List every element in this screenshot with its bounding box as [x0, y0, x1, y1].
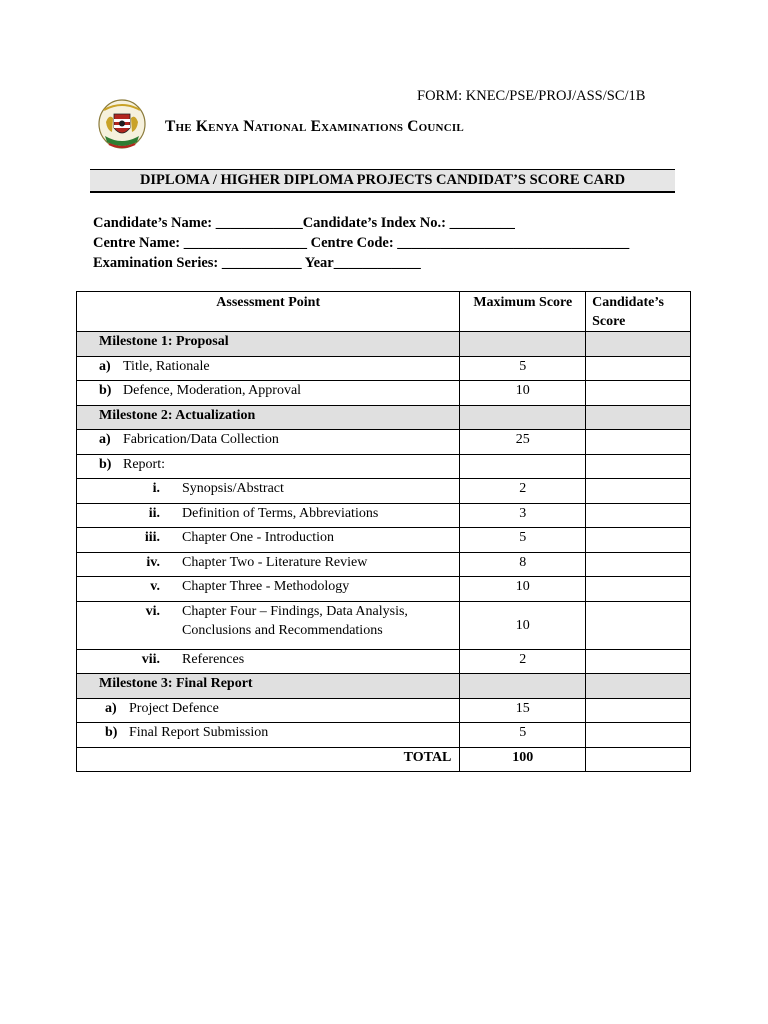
- table-row: [77, 698, 691, 723]
- row-marker: b): [99, 456, 112, 472]
- max-score: 10: [460, 381, 586, 406]
- row-marker: iv.: [146, 554, 160, 570]
- document-title: DIPLOMA / HIGHER DIPLOMA PROJECTS CANDIDAT’S SCORE CARD: [90, 169, 675, 193]
- council-name: The Kenya National Examinations Council: [165, 118, 464, 135]
- max-score: 5: [460, 723, 586, 748]
- row-label: Project Defence: [129, 700, 219, 716]
- exam-series-year-line[interactable]: Examination Series: ___________ Year____________: [93, 255, 421, 271]
- milestone-row: [77, 332, 691, 357]
- table-row: [77, 649, 691, 674]
- max-score: [460, 454, 586, 479]
- header-candidate-score: Candidate’s Score: [586, 292, 691, 332]
- candidate-score-cell[interactable]: [586, 601, 691, 649]
- table-row: [77, 528, 691, 553]
- candidate-score-cell[interactable]: [586, 430, 691, 455]
- max-score: 2: [460, 649, 586, 674]
- max-score: 10: [460, 577, 586, 602]
- max-score: 8: [460, 552, 586, 577]
- row-label: Final Report Submission: [129, 725, 269, 740]
- row-marker: a): [105, 700, 117, 716]
- table-row: [77, 454, 691, 479]
- milestone-max-cell: [460, 405, 586, 430]
- table-row: [77, 430, 691, 455]
- row-marker: a): [99, 358, 111, 374]
- milestone-label: Milestone 2: Actualization: [77, 405, 460, 430]
- milestone-max-cell: [460, 332, 586, 357]
- row-marker: a): [99, 432, 111, 447]
- row-label: Synopsis/Abstract: [182, 481, 284, 496]
- milestone-max-cell: [460, 674, 586, 699]
- milestone-label: Milestone 3: Final Report: [77, 674, 460, 699]
- row-label: Chapter One - Introduction: [182, 530, 335, 545]
- candidate-score-cell[interactable]: [586, 577, 691, 602]
- total-candidate-score-cell[interactable]: [586, 747, 691, 772]
- total-max-score: 100: [460, 747, 586, 772]
- table-row: [77, 503, 691, 528]
- candidate-score-cell[interactable]: [586, 649, 691, 674]
- max-score: 25: [460, 430, 586, 455]
- milestone-label: Milestone 1: Proposal: [77, 332, 460, 357]
- row-label: Chapter Two - Literature Review: [182, 554, 368, 570]
- row-label: References: [182, 651, 245, 667]
- candidate-score-cell[interactable]: [586, 454, 691, 479]
- header-assessment-point: Assessment Point: [77, 292, 460, 332]
- score-table: [76, 291, 691, 772]
- candidate-score-cell[interactable]: [586, 356, 691, 381]
- header-maximum-score: Maximum Score: [460, 292, 586, 332]
- table-row: [77, 381, 691, 406]
- max-score: 2: [460, 479, 586, 504]
- form-code: FORM: KNEC/PSE/PROJ/ASS/SC/1B: [417, 88, 646, 104]
- coat-of-arms-logo: [97, 98, 147, 154]
- candidate-score-cell[interactable]: [586, 503, 691, 528]
- table-row: [77, 577, 691, 602]
- milestone-score-cell: [586, 674, 691, 699]
- table-row: [77, 479, 691, 504]
- row-label: Definition of Terms, Abbreviations: [182, 505, 379, 521]
- milestone-row: [77, 405, 691, 430]
- milestone-score-cell: [586, 332, 691, 357]
- row-label: Chapter Three - Methodology: [182, 579, 350, 594]
- table-header-row: [77, 292, 691, 332]
- max-score: 5: [460, 356, 586, 381]
- candidate-score-cell[interactable]: [586, 479, 691, 504]
- candidate-fields: [93, 213, 629, 273]
- row-label: Chapter Four – Findings, Data Analysis, Conclusions and Recommendations: [182, 603, 408, 638]
- row-marker: b): [105, 725, 118, 740]
- total-label: TOTAL: [77, 747, 460, 772]
- candidate-score-cell[interactable]: [586, 552, 691, 577]
- table-row: [77, 723, 691, 748]
- candidate-score-cell[interactable]: [586, 381, 691, 406]
- row-label: Report:: [123, 456, 165, 472]
- table-row: [77, 356, 691, 381]
- max-score: 10: [460, 601, 586, 649]
- table-row: [77, 552, 691, 577]
- candidate-score-cell[interactable]: [586, 528, 691, 553]
- milestone-score-cell: [586, 405, 691, 430]
- row-marker: iii.: [144, 530, 160, 545]
- candidate-score-cell[interactable]: [586, 698, 691, 723]
- row-label: Fabrication/Data Collection: [123, 432, 279, 447]
- row-marker: v.: [150, 579, 160, 594]
- row-label: Title, Rationale: [123, 358, 210, 374]
- centre-name-code-line[interactable]: Centre Name: _________________ Centre Code: ________________________________: [93, 235, 630, 251]
- candidate-name-index-line[interactable]: Candidate’s Name: ____________Candidate’s Index No.: _________: [93, 215, 515, 231]
- row-marker: b): [99, 383, 112, 398]
- row-marker: i.: [152, 481, 160, 496]
- total-row: [77, 747, 691, 772]
- max-score: 15: [460, 698, 586, 723]
- row-marker: vii.: [141, 651, 160, 667]
- row-marker: ii.: [148, 505, 160, 521]
- candidate-score-cell[interactable]: [586, 723, 691, 748]
- table-row: [77, 601, 691, 649]
- milestone-row: [77, 674, 691, 699]
- max-score: 3: [460, 503, 586, 528]
- row-label: Defence, Moderation, Approval: [123, 383, 302, 398]
- row-marker: vi.: [145, 603, 160, 619]
- max-score: 5: [460, 528, 586, 553]
